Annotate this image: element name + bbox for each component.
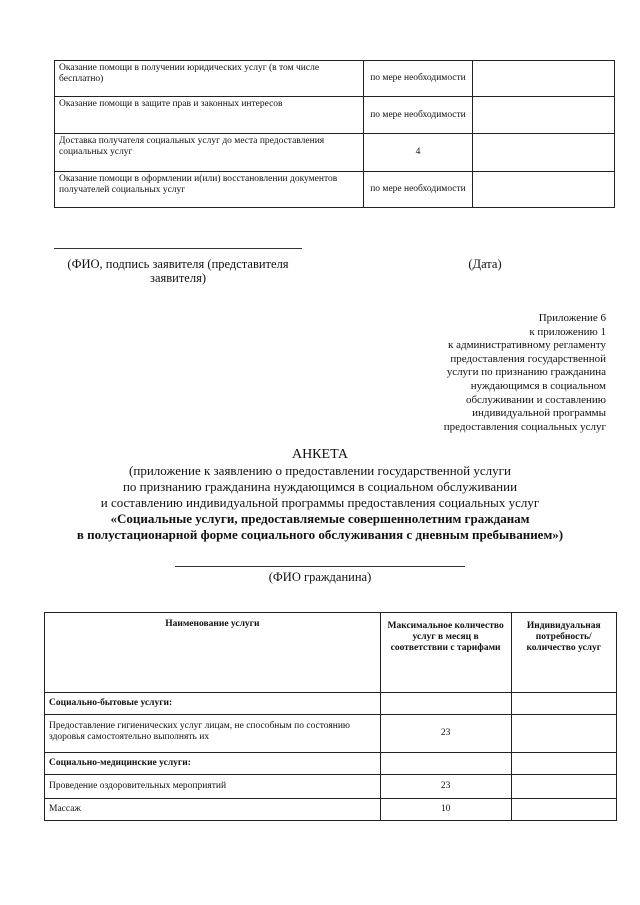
service-name-cell: Доставка получателя социальных услуг до места предоставления социальных услуг	[55, 134, 364, 172]
subtitle-line: по признанию гражданина нуждающимся в социальном обслуживании	[122, 479, 518, 494]
service-individual-cell	[511, 799, 616, 821]
citizen-fio-line	[175, 566, 465, 567]
appendix-line: услуги по признанию гражданина	[446, 366, 606, 379]
appendix-line: обслуживании и составлению	[465, 393, 606, 406]
service-quantity-cell: 4	[364, 134, 473, 172]
table-row	[55, 61, 615, 97]
service-quantity-cell	[380, 753, 511, 775]
header-service-name: Наименование услуги	[45, 613, 381, 693]
service-name-cell: Предоставление гигиенических услуг лицам, не способным по состоянию здоровья самостоятельно выполнять их	[45, 715, 381, 753]
signature-line	[54, 248, 302, 249]
service-title-line: «Социальные услуги, предоставляемые совершеннолетним гражданам	[110, 511, 530, 526]
subtitle-line: (приложение к заявлению о предоставлении государственной услуги	[129, 463, 511, 478]
table-row	[55, 97, 615, 134]
table-row	[45, 753, 617, 775]
form-subtitle	[0, 463, 640, 543]
table-row	[45, 715, 617, 753]
table-row	[45, 799, 617, 821]
service-name-cell: Оказание помощи в защите прав и законных интересов	[55, 97, 364, 134]
signature-label: (ФИО, подпись заявителя (представителя заявителя)	[67, 257, 289, 285]
appendix-line: Приложение 6	[538, 312, 606, 324]
appendix-line: предоставления государственной	[450, 352, 606, 365]
table-header-row	[45, 613, 617, 693]
table-row	[55, 134, 615, 172]
service-quantity-cell	[380, 693, 511, 715]
top-services-table	[54, 60, 615, 208]
appendix-line: индивидуальной программы	[472, 407, 606, 420]
service-quantity-cell: по мере необходимости	[364, 97, 473, 134]
service-individual-cell	[473, 172, 615, 208]
services-table	[44, 612, 617, 821]
service-individual-cell	[511, 753, 616, 775]
appendix-line: к административному регламенту	[448, 339, 606, 352]
table-row	[55, 172, 615, 208]
table-row	[45, 693, 617, 715]
service-name-cell: Массаж	[45, 799, 381, 821]
service-individual-cell	[511, 693, 616, 715]
header-individual-need: Индивидуальная потребность/ количество услуг	[511, 613, 616, 693]
service-individual-cell	[473, 61, 615, 97]
service-name-cell: Проведение оздоровительных мероприятий	[45, 775, 381, 799]
form-title: АНКЕТА	[291, 447, 349, 462]
section-name-cell: Социально-медицинские услуги:	[45, 753, 381, 775]
section-name-cell: Социально-бытовые услуги:	[45, 693, 381, 715]
service-quantity-cell: 10	[380, 799, 511, 821]
service-title-line: в полустационарной форме социального обслуживания с дневным пребыванием»)	[76, 527, 564, 542]
service-individual-cell	[473, 134, 615, 172]
service-quantity-cell: 23	[380, 715, 511, 753]
service-quantity-cell: 23	[380, 775, 511, 799]
service-quantity-cell: по мере необходимости	[364, 61, 473, 97]
appendix-line: нуждающимся в социальном	[470, 379, 606, 392]
subtitle-line: и составлению индивидуальной программы предоставления социальных услуг	[100, 495, 540, 510]
date-label: (Дата)	[468, 257, 502, 271]
service-individual-cell	[511, 715, 616, 753]
service-name-cell: Оказание помощи в оформлении и(или) восстановлении документов получателей социальных услуг	[55, 172, 364, 208]
service-individual-cell	[511, 775, 616, 799]
citizen-fio-label: (ФИО гражданина)	[268, 570, 372, 584]
appendix-line: предоставления социальных услуг	[443, 420, 606, 433]
service-name-cell: Оказание помощи в получении юридических услуг (в том числе бесплатно)	[55, 61, 364, 97]
service-quantity-cell: по мере необходимости	[364, 172, 473, 208]
header-max-quantity: Максимальное количество услуг в месяц в соответствии с тарифами	[380, 613, 511, 693]
appendix-line: к приложению 1	[529, 325, 606, 338]
service-individual-cell	[473, 97, 615, 134]
appendix-reference	[346, 312, 606, 434]
table-row	[45, 775, 617, 799]
